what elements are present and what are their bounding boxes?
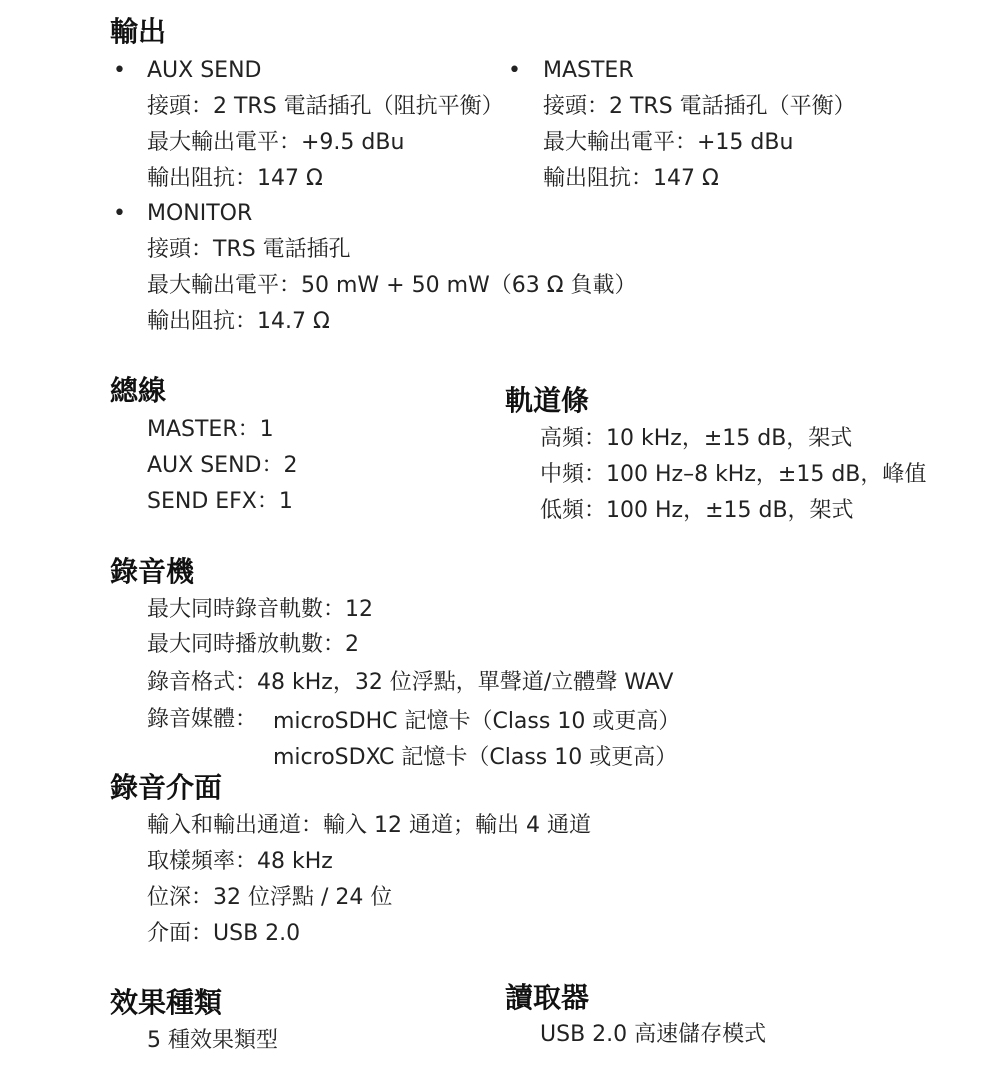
aux-send-bullet: • xyxy=(113,58,126,83)
card-reader-heading: 讀取器 xyxy=(505,981,590,1014)
master-title: MASTER xyxy=(543,58,634,83)
recorder-format: 錄音格式：48 kHz，32 位浮點，單聲道/立體聲 WAV xyxy=(147,670,674,695)
aux-send-impedance: 輸出阻抗：147 Ω xyxy=(147,166,323,191)
monitor-bullet: • xyxy=(113,201,126,226)
channel-strip-item: 低頻：100 Hz，±15 dB，架式 xyxy=(540,498,854,523)
recorder-heading: 錄音機 xyxy=(110,555,195,588)
bus-item: AUX SEND：2 xyxy=(147,453,298,478)
bus-heading: 總線 xyxy=(110,374,167,407)
recorder-max-rec-tracks: 最大同時錄音軌數：12 xyxy=(147,597,373,622)
channel-strip-heading: 軌道條 xyxy=(505,384,590,417)
recorder-media-label: 錄音媒體： xyxy=(147,707,258,732)
audio-interface-item: 取樣頻率：48 kHz xyxy=(147,849,333,874)
master-max-level: 最大輸出電平：+15 dBu xyxy=(543,130,794,155)
master-connector: 接頭：2 TRS 電話插孔（平衡） xyxy=(543,94,856,119)
monitor-connector: 接頭：TRS 電話插孔 xyxy=(147,237,351,262)
audio-interface-item: 輸入和輸出通道：輸入 12 通道；輸出 4 通道 xyxy=(147,813,591,838)
effects-heading: 效果種類 xyxy=(110,986,223,1019)
master-impedance: 輸出阻抗：147 Ω xyxy=(543,166,719,191)
monitor-impedance: 輸出阻抗：14.7 Ω xyxy=(147,309,330,334)
audio-interface-item: 介面：USB 2.0 xyxy=(147,921,301,946)
audio-interface-item: 位深：32 位浮點 / 24 位 xyxy=(147,885,393,910)
monitor-title: MONITOR xyxy=(147,201,253,226)
monitor-max-level: 最大輸出電平：50 mW + 50 mW（63 Ω 負載） xyxy=(147,273,637,298)
card-reader-text: USB 2.0 高速儲存模式 xyxy=(540,1022,767,1047)
recorder-max-play-tracks: 最大同時播放軌數：2 xyxy=(147,632,359,657)
channel-strip-item: 中頻：100 Hz–8 kHz，±15 dB，峰值 xyxy=(540,462,927,487)
audio-interface-heading: 錄音介面 xyxy=(110,771,223,804)
recorder-media-item: microSDHC 記憶卡（Class 10 或更高） xyxy=(273,709,681,734)
bus-item: SEND EFX：1 xyxy=(147,489,293,514)
effects-text: 5 種效果類型 xyxy=(147,1028,278,1053)
aux-send-title: AUX SEND xyxy=(147,58,262,83)
recorder-media-item: microSDXC 記憶卡（Class 10 或更高） xyxy=(273,745,678,770)
aux-send-connector: 接頭：2 TRS 電話插孔（阻抗平衡） xyxy=(147,94,504,119)
master-bullet: • xyxy=(508,58,521,83)
bus-item: MASTER：1 xyxy=(147,417,274,442)
output-heading: 輸出 xyxy=(110,15,167,48)
channel-strip-item: 高頻：10 kHz，±15 dB，架式 xyxy=(540,426,853,451)
aux-send-max-level: 最大輸出電平：+9.5 dBu xyxy=(147,130,405,155)
